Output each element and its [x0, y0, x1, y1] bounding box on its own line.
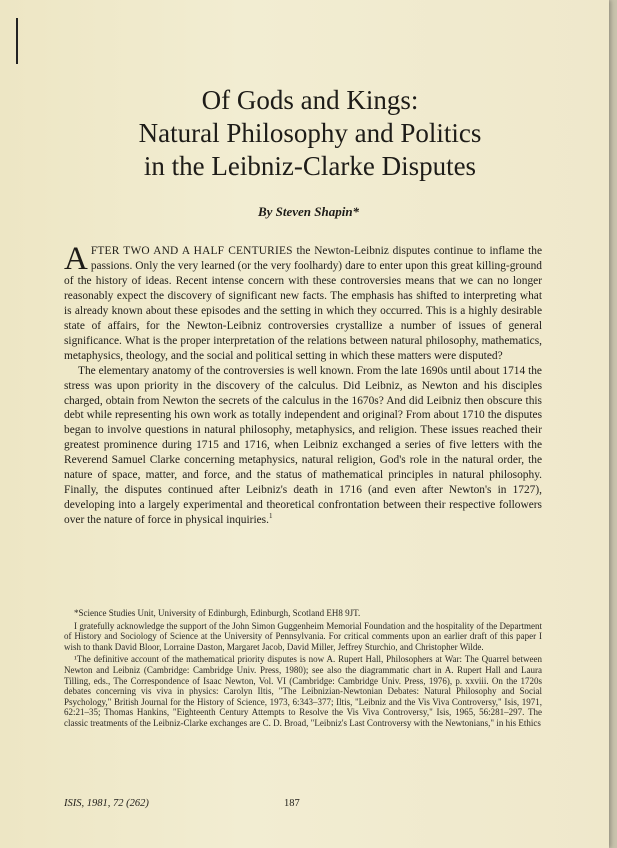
paragraph-1-text: the Newton-Leibniz disputes continue to inflame the passions. Only the very learned (or the very foolhardy) dare to enter upon this great killing-ground of the history of ideas. Recent intense concern with these controversies means that we can no longer reasonably expect the discovery of significant new facts. The emphasis has shifted to interpreting what is already known about these episodes and the setting in which they occurred. This is a highly desirable state of affairs, for the Newton-Leibniz controversies crystallize a number of issues of general significance. What is the proper interpretation of the relations between natural philosophy, mathematics, metaphysics, theology, and the social and political setting in which these matters were disputed?: [64, 245, 542, 362]
margin-pencil-mark: [16, 18, 18, 64]
page-number: 187: [284, 798, 300, 809]
footnotes: [64, 608, 542, 731]
title-line-1: Of Gods and Kings:: [201, 85, 419, 115]
article-body: [64, 241, 542, 528]
paragraph-2: [64, 364, 542, 528]
page-folio: [64, 798, 542, 812]
footnote-ref-1: 1: [268, 512, 273, 521]
paragraph-1: [64, 241, 542, 364]
article-title: [60, 84, 560, 183]
footnote-1: ¹The definitive account of the mathematical priority disputes is now A. Rupert Hall, Philosophers at War: The Quarrel between Newton and Leibniz (Cambridge: Cambridge Univ. Press, 1980); see also the diagrammatic chart in A. Rupert Hall and Laura Tilling, eds., The Correspondence of Isaac Newton, Vol. VI (Cambridge: Cambridge Univ. Press, 1976), p. xxviii. On the 1720s debates concerning vis viva in physics: Carolyn Iltis, "The Leibnizian-Newtonian Debates: Natural Philosophy and Social Psychology," British Journal for the History of Science, 1973, 6:343–377; Iltis, "Leibniz and the Vis Viva Controversy," Isis, 1971, 62:21–35; Thomas Hankins, "Eighteenth Century Attempts to Resolve the Vis Viva Controversy," Isis, 1965, 56:281–297. The classic treatments of the Leibniz-Clarke exchanges are C. D. Broad, "Leibniz's Last Controversy with the Newtonians," in his Ethics: [64, 654, 542, 728]
footnote-affiliation: *Science Studies Unit, University of Edinburgh, Edinburgh, Scotland EH8 9JT.: [74, 608, 361, 618]
drop-cap: A: [64, 241, 88, 277]
title-line-3: in the Leibniz-Clarke Disputes: [143, 151, 477, 181]
footnote-acknowledgment: I gratefully acknowledge the support of the John Simon Guggenheim Memorial Foundation and the hospitality of the Department of History and Sociology of Science at the University of Pennsylvania. For critical comments upon an earlier draft of this paper I wish to thank David Bloor, Lorraine Daston, Margaret Jacob, David Miller, Jeffrey Sturchio, and Christopher Wilde.: [64, 620, 542, 652]
opening-small-caps: FTER TWO AND A HALF CENTURIES: [90, 245, 293, 257]
author-byline: By Steven Shapin*: [257, 204, 360, 219]
title-line-2: Natural Philosophy and Politics: [138, 118, 482, 148]
paragraph-2-text: The elementary anatomy of the controversies is well known. From the late 1690s until about 1714 the stress was upon priority in the discovery of the calculus. Did Leibniz, as Newton and his disciples charged, obtain from Newton the secrets of the calculus in the 1670s? And did Leibniz then obscure this debt while representing his own work as totally independent and original? From about 1710 the disputes began to involve questions in natural philosophy, metaphysics, and religion. These issues reached their greatest prominence during 1715 and 1716, when Leibniz exchanged a series of five letters with the Reverend Samuel Clarke concerning metaphysics, natural religion, God's role in the natural order, the nature of space, matter, and force, and the status of mathematical principles in natural philosophy. Finally, the disputes continued after Leibniz's death in 1716 (and even after Newton's in 1727), developing into a largely experimental and theoretical confrontation between their respective followers over the nature of force in physical inquiries.: [64, 364, 542, 527]
journal-citation: ISIS, 1981, 72 (262): [64, 798, 149, 809]
